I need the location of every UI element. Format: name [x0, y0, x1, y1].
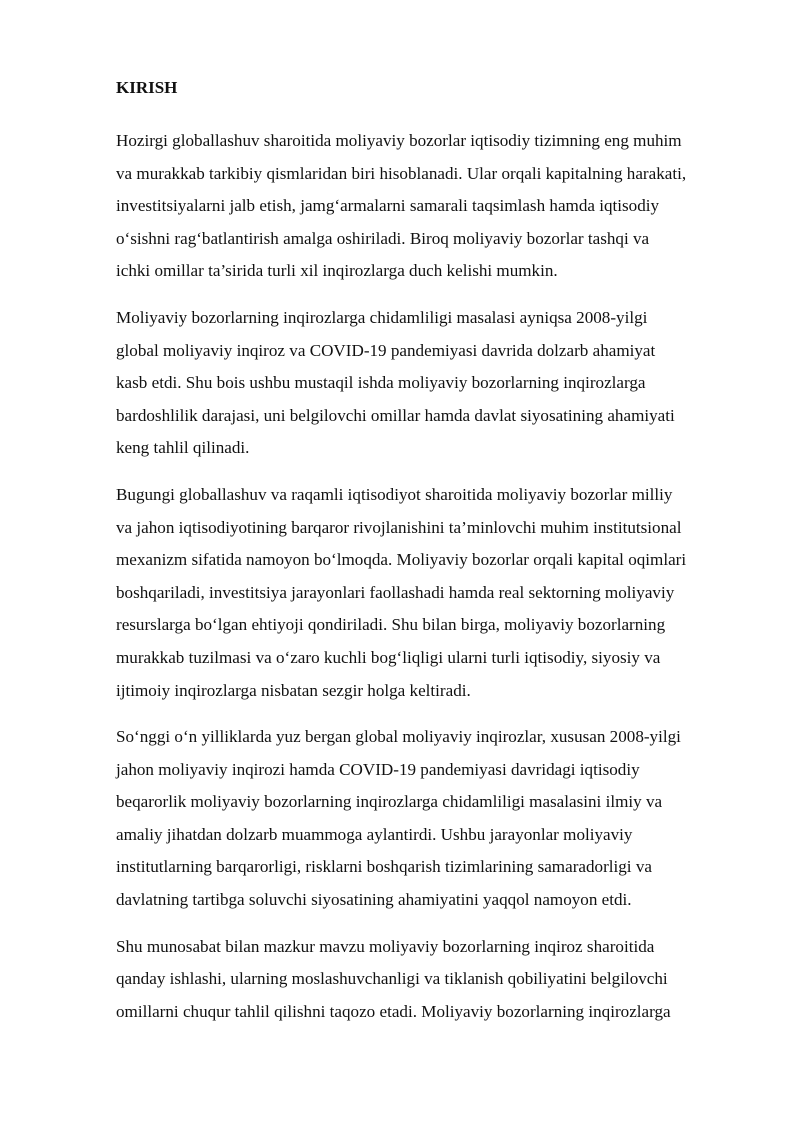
text-line: va jahon iqtisodiyotining barqaror rivojlanishini ta’minlovchi muhim institutsional — [116, 517, 682, 537]
text-line: kasb etdi. Shu bois ushbu mustaqil ishda moliyaviy bozorlarning inqirozlarga — [116, 373, 646, 393]
text-line: o‘sishni rag‘batlantirish amalga oshiriladi. Biroq moliyaviy bozorlar tashqi va — [116, 228, 650, 248]
text-line: amaliy jihatdan dolzarb muammoga aylantirdi. Ushbu jarayonlar moliyaviy — [116, 824, 633, 844]
text-line: investitsiyalarni jalb etish, jamg‘armalarni samarali taqsimlash hamda iqtisodiy — [116, 196, 660, 216]
text-line: ijtimoiy inqirozlarga nisbatan sezgir holga keltiradi. — [116, 680, 471, 700]
text-line: jahon moliyaviy inqirozi hamda COVID-19 pandemiyasi davridagi iqtisodiy — [116, 759, 640, 779]
text-line: davlatning tartibga soluvchi siyosatining ahamiyatini yaqqol namoyon etdi. — [116, 890, 632, 910]
text-line: boshqariladi, investitsiya jarayonlari faollashadi hamda real sektorning moliyaviy — [116, 582, 675, 602]
text-line: beqarorlik moliyaviy bozorlarning inqirozlarga chidamliligi masalasini ilmiy va — [116, 792, 663, 812]
text-line: va murakkab tarkibiy qismlaridan biri hisoblanadi. Ular orqali kapitalning harakati, — [116, 163, 687, 183]
text-line: bardoshlilik darajasi, uni belgilovchi omillar hamda davlat siyosatining ahamiyati — [116, 405, 675, 425]
text-line: ichki omillar ta’sirida turli xil inqirozlarga duch kelishi mumkin. — [116, 261, 558, 281]
text-line: mexanizm sifatida namoyon bo‘lmoqda. Moliyaviy bozorlar orqali kapital oqimlari — [116, 550, 687, 570]
paragraph — [116, 721, 734, 917]
text-line: qanday ishlashi, ularning moslashuvchanligi va tiklanish qobiliyatini belgilovchi — [116, 969, 668, 989]
body-text — [116, 125, 734, 1028]
text-line: keng tahlil qilinadi. — [116, 438, 250, 458]
text-line: Bugungi globallashuv va raqamli iqtisodiyot sharoitida moliyaviy bozorlar milliy — [116, 484, 673, 504]
paragraph — [116, 302, 734, 465]
text-line: Hozirgi globallashuv sharoitida moliyaviy bozorlar iqtisodiy tizimning eng muhim — [116, 131, 682, 150]
text-line: global moliyaviy inqiroz va COVID-19 pandemiyasi davrida dolzarb ahamiyat — [116, 340, 656, 360]
paragraph — [116, 931, 734, 1029]
text-line: Moliyaviy bozorlarning inqirozlarga chidamliligi masalasi ayniqsa 2008-yilgi — [116, 307, 648, 327]
paragraph — [116, 125, 734, 288]
text-line: Shu munosabat bilan mazkur mavzu moliyaviy bozorlarning inqiroz sharoitida — [116, 936, 655, 956]
paragraph — [116, 479, 734, 707]
text-line: resurslarga bo‘lgan ehtiyoji qondiriladi. Shu bilan birga, moliyaviy bozorlarning — [116, 615, 666, 635]
text-line: So‘nggi o‘n yilliklarda yuz bergan global moliyaviy inqirozlar, xususan 2008-yilgi — [116, 727, 681, 747]
text-line: institutlarning barqarorligi, risklarni boshqarish tizimlarining samaradorligi va — [116, 857, 652, 877]
text-line: murakkab tuzilmasi va o‘zaro kuchli bog‘liqligi ularni turli iqtisodiy, siyosiy va — [116, 647, 661, 667]
section-heading: KIRISH — [116, 78, 178, 97]
text-line: omillarni chuqur tahlil qilishni taqozo etadi. Moliyaviy bozorlarning inqirozlarga — [116, 1001, 671, 1021]
